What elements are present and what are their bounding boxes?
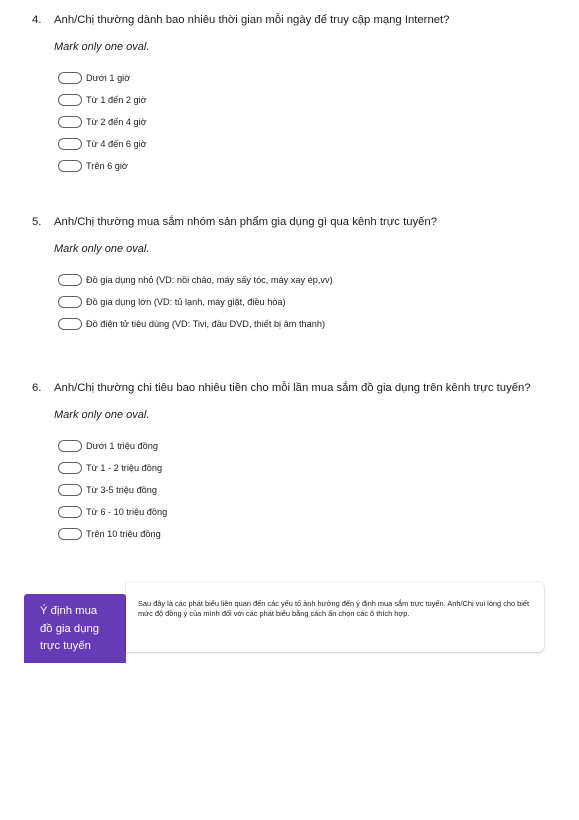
option-2-to-4-hours[interactable]	[58, 111, 542, 133]
option-3-to-5-million[interactable]	[58, 479, 542, 501]
section-title-line: đồ gia dụng	[40, 622, 100, 635]
radio-oval[interactable]	[58, 296, 82, 308]
option-list	[58, 269, 542, 335]
option-over-6-hours[interactable]	[58, 155, 542, 177]
section-title-tag	[24, 594, 126, 663]
option-over-10-million[interactable]	[58, 523, 542, 545]
radio-oval[interactable]	[58, 94, 82, 106]
option-list	[58, 67, 542, 177]
section-description-card	[126, 582, 544, 652]
question-4	[32, 12, 542, 177]
option-4-to-6-hours[interactable]	[58, 133, 542, 155]
radio-oval[interactable]	[58, 274, 82, 286]
option-under-1-million[interactable]	[58, 435, 542, 457]
question-title	[32, 380, 542, 397]
option-1-to-2-hours[interactable]	[58, 89, 542, 111]
option-label: Từ 4 đến 6 giờ	[86, 139, 147, 149]
option-6-to-10-million[interactable]	[58, 501, 542, 523]
option-label: Đồ gia dụng nhỏ (VD: nồi chảo, máy sấy tóc, máy xay ép,vv)	[86, 275, 333, 285]
radio-oval[interactable]	[58, 318, 82, 330]
radio-oval[interactable]	[58, 506, 82, 518]
radio-oval[interactable]	[58, 72, 82, 84]
question-hint: Mark only one oval.	[54, 243, 150, 255]
radio-oval[interactable]	[58, 116, 82, 128]
option-label: Từ 6 - 10 triệu đồng	[86, 507, 168, 517]
option-under-1-hour[interactable]	[58, 67, 542, 89]
radio-oval[interactable]	[58, 160, 82, 172]
option-label: Từ 1 đến 2 giờ	[86, 95, 147, 105]
radio-oval[interactable]	[58, 528, 82, 540]
question-text: Anh/Chị thường chi tiêu bao nhiêu tiền cho mỗi lần mua sắm đồ gia dụng trên kênh trực tuyến?	[54, 382, 531, 394]
option-label: Đồ gia dụng lớn (VD: tủ lạnh, máy giặt, điều hòa)	[86, 297, 286, 307]
radio-oval[interactable]	[58, 484, 82, 496]
option-large-appliances[interactable]	[58, 291, 542, 313]
option-label: Dưới 1 triệu đồng	[86, 441, 158, 451]
option-label: Trên 10 triệu đồng	[86, 529, 161, 539]
option-1-to-2-million[interactable]	[58, 457, 542, 479]
section-title-line: trực tuyến	[40, 640, 91, 652]
question-6	[32, 380, 542, 545]
radio-oval[interactable]	[58, 440, 82, 452]
option-label: Từ 2 đến 4 giờ	[86, 117, 147, 127]
radio-oval[interactable]	[58, 138, 82, 150]
option-label: Trên 6 giờ	[86, 161, 128, 171]
option-small-appliances[interactable]	[58, 269, 542, 291]
question-number: 5.	[32, 216, 42, 228]
question-5	[32, 214, 542, 335]
question-hint: Mark only one oval.	[54, 409, 150, 421]
radio-oval[interactable]	[58, 462, 82, 474]
option-label: Dưới 1 giờ	[86, 73, 131, 83]
question-title	[32, 214, 542, 231]
question-title	[32, 12, 542, 29]
section-title-line: Ý định mua	[40, 605, 98, 617]
question-number: 6.	[32, 382, 42, 394]
option-label: Từ 1 - 2 triệu đồng	[86, 463, 163, 473]
question-text: Anh/Chị thường mua sắm nhóm sản phẩm gia dụng gì qua kênh trực tuyến?	[54, 216, 438, 228]
question-hint: Mark only one oval.	[54, 41, 150, 53]
option-list	[58, 435, 542, 545]
question-number: 4.	[32, 14, 42, 26]
option-label: Đồ điện tử tiêu dùng (VD: Tivi, đầu DVD, thiết bị âm thanh)	[86, 319, 326, 329]
option-consumer-electronics[interactable]	[58, 313, 542, 335]
question-text: Anh/Chị thường dành bao nhiêu thời gian mỗi ngày để truy cập mạng Internet?	[54, 14, 450, 26]
section-description: Sau đây là các phát biểu liên quan đến các yếu tố ảnh hưởng đến ý định mua sắm trực tuyến. Anh/Chị vui lòng cho biết mức độ đồng ý của mình đối với các phát biểu bằng cách ấn chọn các ô thích hợp.	[138, 599, 530, 618]
option-label: Từ 3-5 triệu đồng	[86, 485, 158, 495]
